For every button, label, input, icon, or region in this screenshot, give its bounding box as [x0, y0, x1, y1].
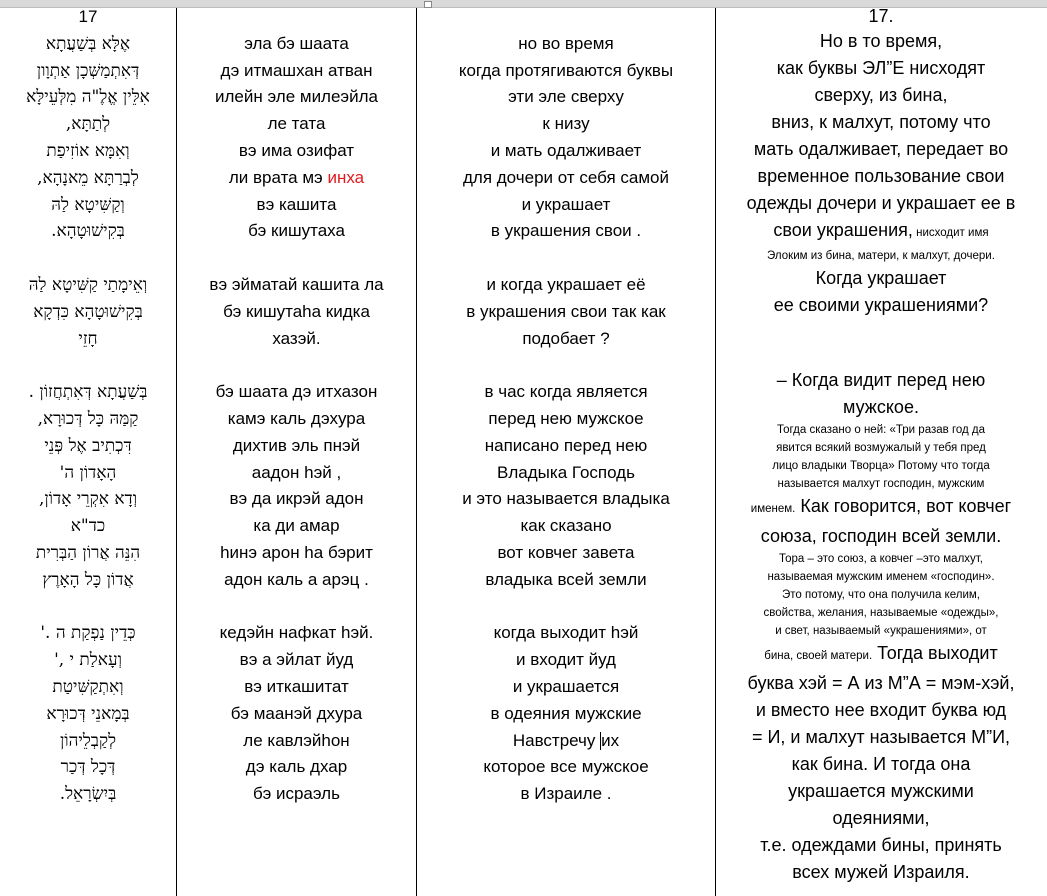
text-line: когда протягиваются буквы	[458, 60, 674, 80]
text-line: и украшает	[521, 194, 611, 214]
text-line: владыка всей земли	[485, 569, 647, 589]
text-line: мать одалживает, передает во	[753, 139, 1009, 159]
text-line-with-cursor	[417, 728, 715, 755]
text-line: и это называется владыка	[462, 489, 670, 509]
text-line: בְּקִישׁוּטָהָא.	[51, 221, 125, 242]
text-line: הִנֵּה אֲרוֹן הַבְּרִית	[35, 542, 141, 563]
text-line: ле тата	[267, 114, 326, 134]
text-line: Владыка Господь	[497, 462, 635, 482]
text-line-highlight	[177, 165, 416, 192]
blank-line	[177, 4, 416, 31]
blank-line	[177, 245, 416, 272]
column-aramaic	[0, 4, 176, 808]
text-line: но во время	[518, 33, 614, 53]
text-line: лицо владыки Творца» Потому что тогда	[772, 460, 990, 472]
big-line: союза, господин всей земли.	[760, 526, 1002, 546]
text-line: в украшения свои .	[490, 221, 642, 241]
blank-line	[0, 245, 176, 272]
text-line: כד"א	[70, 516, 106, 537]
text-line: вэ кашита	[256, 194, 337, 214]
text-line: которое все мужское	[483, 757, 649, 777]
text-line: т.е. одеждами бины, принять	[760, 835, 1002, 855]
text-line: Тогда сказано о ней: «Три разав год да	[776, 424, 986, 436]
text-line: בְּקִישׁוּטָהָא כִּדְקָא	[33, 301, 143, 322]
text-line: Когда украшает	[815, 268, 947, 288]
text-line: дихтив эль пнэй	[232, 435, 361, 455]
text-line: всех мужей Израиля.	[792, 862, 970, 882]
text-line: קַמַּהּ כָּל דְּכוּרָא,	[37, 408, 139, 429]
column-transliteration	[177, 4, 416, 808]
text-line: украшается мужскими	[788, 781, 974, 801]
text-line: בְּיִשְׂרָאֵל.	[59, 784, 117, 805]
text-line: аадон һэй ,	[251, 462, 342, 482]
blank-line	[417, 4, 715, 31]
mixed-line	[718, 217, 1044, 247]
text-line: вэ да икрэй адон	[229, 489, 364, 509]
text-line: мужское.	[843, 397, 919, 417]
text-line: вниз, к малхут, потому что	[771, 112, 991, 132]
text-line: ка ди амар	[253, 516, 340, 536]
text-line: вэ а эйлат йуд	[239, 650, 354, 670]
text-line: адон каль а арэц .	[224, 569, 369, 589]
text-segment: их	[601, 730, 620, 750]
column-divider	[715, 8, 716, 896]
text-line: бэ кишутаха	[248, 221, 345, 241]
text-line: ее своими украшениями?	[773, 295, 989, 315]
text-line: для дочери от себя самой	[463, 167, 669, 187]
text-line: хазэй.	[272, 328, 321, 348]
text-line: называется малхут господин, мужским	[777, 478, 985, 490]
text-line: подобает ?	[522, 328, 610, 348]
text-segment: свои украшения,	[773, 220, 913, 240]
text-line: לְתַתָּא,	[65, 114, 111, 135]
text-line: и свет, называемый «украшениями», от	[775, 625, 987, 637]
text-line: וְאִתְקַשִּׁיטַת	[52, 676, 124, 697]
text-segment: Как говорится, вот ковчег	[795, 496, 1012, 516]
text-segment: Навстречу	[512, 730, 601, 750]
text-line: Тора – это союз, а ковчег –это малхут,	[779, 553, 983, 565]
text-line: һинэ арон һа бэрит	[220, 542, 373, 562]
text-line: к низу	[542, 114, 590, 134]
text-line: вэ эйматай кашита ла	[209, 274, 384, 294]
text-line: свойства, желания, называемые «одежды»,	[763, 607, 999, 619]
text-line: Это потому, что она получила келим,	[782, 589, 980, 601]
text-line: бэ кишутаһа кидка	[223, 301, 370, 321]
text-line: когда выходит һэй	[493, 623, 639, 643]
text-line: в одеяния мужские	[490, 703, 642, 723]
blank-line	[417, 352, 715, 379]
text-line: вэ има озифат	[238, 140, 355, 160]
text-line: одеяниями,	[832, 808, 930, 828]
text-line: אֲדוֹן כָּל הָאָרֶץ	[42, 569, 134, 590]
blank-line	[177, 594, 416, 621]
text-line: как бина. И тогда она	[791, 754, 971, 774]
text-line: дэ каль дхар	[245, 757, 348, 777]
text-line: илейн эле милеэйла	[215, 87, 378, 107]
text-line: камэ каль дэхура	[227, 408, 366, 428]
text-line: перед нею мужское	[488, 408, 644, 428]
text-line: написано перед нею	[484, 435, 648, 455]
text-line: одежды дочери и украшает ее в	[746, 193, 1016, 213]
text-line: и входит йуд	[516, 650, 616, 670]
blank-line	[417, 245, 715, 272]
text-line: וְדָא אִקְרֵי אָדוֹן,	[38, 489, 138, 510]
text-line: וְאֵימָתַי קַשִּׁיטָא לַהּ	[28, 274, 148, 295]
text-segment: Тогда выходит	[872, 643, 998, 663]
text-line: וְאִמָּא אוֹזִיפַת	[46, 140, 130, 161]
text-segment: именем.	[750, 503, 796, 515]
text-line: в Израиле .	[520, 784, 612, 804]
text-line: вэ иткашитат	[244, 676, 349, 696]
text-line: бэ шаата дэ итхазон	[215, 382, 378, 402]
text-line: = И, и малхут называется М”И,	[751, 727, 1011, 747]
text-line: как сказано	[520, 516, 612, 536]
text-line: эти эле сверху	[508, 87, 624, 107]
text-segment: ли врата мэ	[228, 167, 328, 187]
column-commentary	[718, 4, 1044, 886]
text-line: дэ итмашхан атван	[220, 60, 373, 80]
text-line: и мать одалживает	[490, 140, 642, 160]
text-line: в час когда является	[484, 382, 648, 402]
column-literal-translation	[417, 4, 715, 808]
text-line: כְּדֵין נַפְקַת ה .'	[40, 623, 136, 644]
verse-number: 17	[78, 7, 98, 26]
text-line: דִּכְתִיב אֶל פְּנֵי	[44, 435, 132, 456]
text-line: как буквы ЭЛ”Е нисходят	[776, 58, 986, 78]
text-line: кедэйн нафкат һэй.	[219, 623, 374, 643]
blank-line	[718, 319, 1044, 367]
text-line: бэ маанэй дхура	[230, 703, 363, 723]
small-line: Элоким из бина, матери, к малхут, дочери.	[767, 250, 995, 262]
text-line: בְּמָאנֵי דְּכוּרָא	[46, 703, 130, 724]
text-line: буква хэй = А из М”А = мэм-хэй,	[747, 673, 1015, 693]
text-line: לְבְרַתָּא מֵאנָהָא,	[37, 167, 139, 188]
text-line: временное пользование свои	[757, 166, 1005, 186]
text-line: и вместо нее входит буква юд	[755, 700, 1007, 720]
text-line: в украшения свои так как	[466, 301, 666, 321]
text-segment: нисходит имя	[912, 227, 989, 239]
text-line: אֶלָּא בְּשַׁעֲתָא	[45, 33, 131, 54]
text-line: сверху, из бина,	[814, 85, 948, 105]
text-line: חָזֵי	[78, 328, 98, 349]
blank-line	[0, 594, 176, 621]
text-line: Но в то время,	[819, 31, 943, 51]
mixed-line	[718, 640, 1044, 670]
text-line: הָאָדוֹן ה'	[59, 462, 117, 483]
text-line: – Когда видит перед нею	[776, 370, 986, 390]
text-line: и когда украшает её	[486, 274, 646, 294]
text-line: אִלֵּין אֱלֶ"ה מִלְּעֵילָּא	[26, 87, 150, 108]
text-line: бэ исраэль	[253, 784, 340, 804]
blank-line	[0, 352, 176, 379]
text-line: эла бэ шаата	[244, 33, 349, 53]
text-line: вот ковчег завета	[497, 542, 635, 562]
text-line: לְקַבְלֵיהוֹן	[59, 730, 117, 751]
blank-line	[177, 352, 416, 379]
verse-number: 17.	[868, 6, 894, 26]
text-line: явится всякий возмужалый у тебя пред	[776, 442, 986, 454]
blank-line	[417, 594, 715, 621]
text-line: ле кавлэйһон	[243, 730, 350, 750]
text-line: בְּשַׁעֲתָא דְּאִתְחֲזוֹן .	[28, 382, 148, 403]
text-line: וְקַשִּׁיטָא לַהּ	[51, 194, 125, 215]
text-line: דְּכָל דְּכַר	[60, 757, 116, 778]
text-line: называемая мужским именем «господин».	[767, 571, 995, 583]
mixed-line	[718, 493, 1044, 523]
text-line: וְעָאלַת י ,'	[54, 650, 122, 671]
text-segment: бина, своей матери.	[764, 650, 873, 662]
highlighted-word: инха	[327, 167, 365, 187]
text-line: и украшается	[512, 676, 620, 696]
text-line: דְּאִתְמַשְּׁכָן אַתְוָון	[36, 60, 140, 81]
